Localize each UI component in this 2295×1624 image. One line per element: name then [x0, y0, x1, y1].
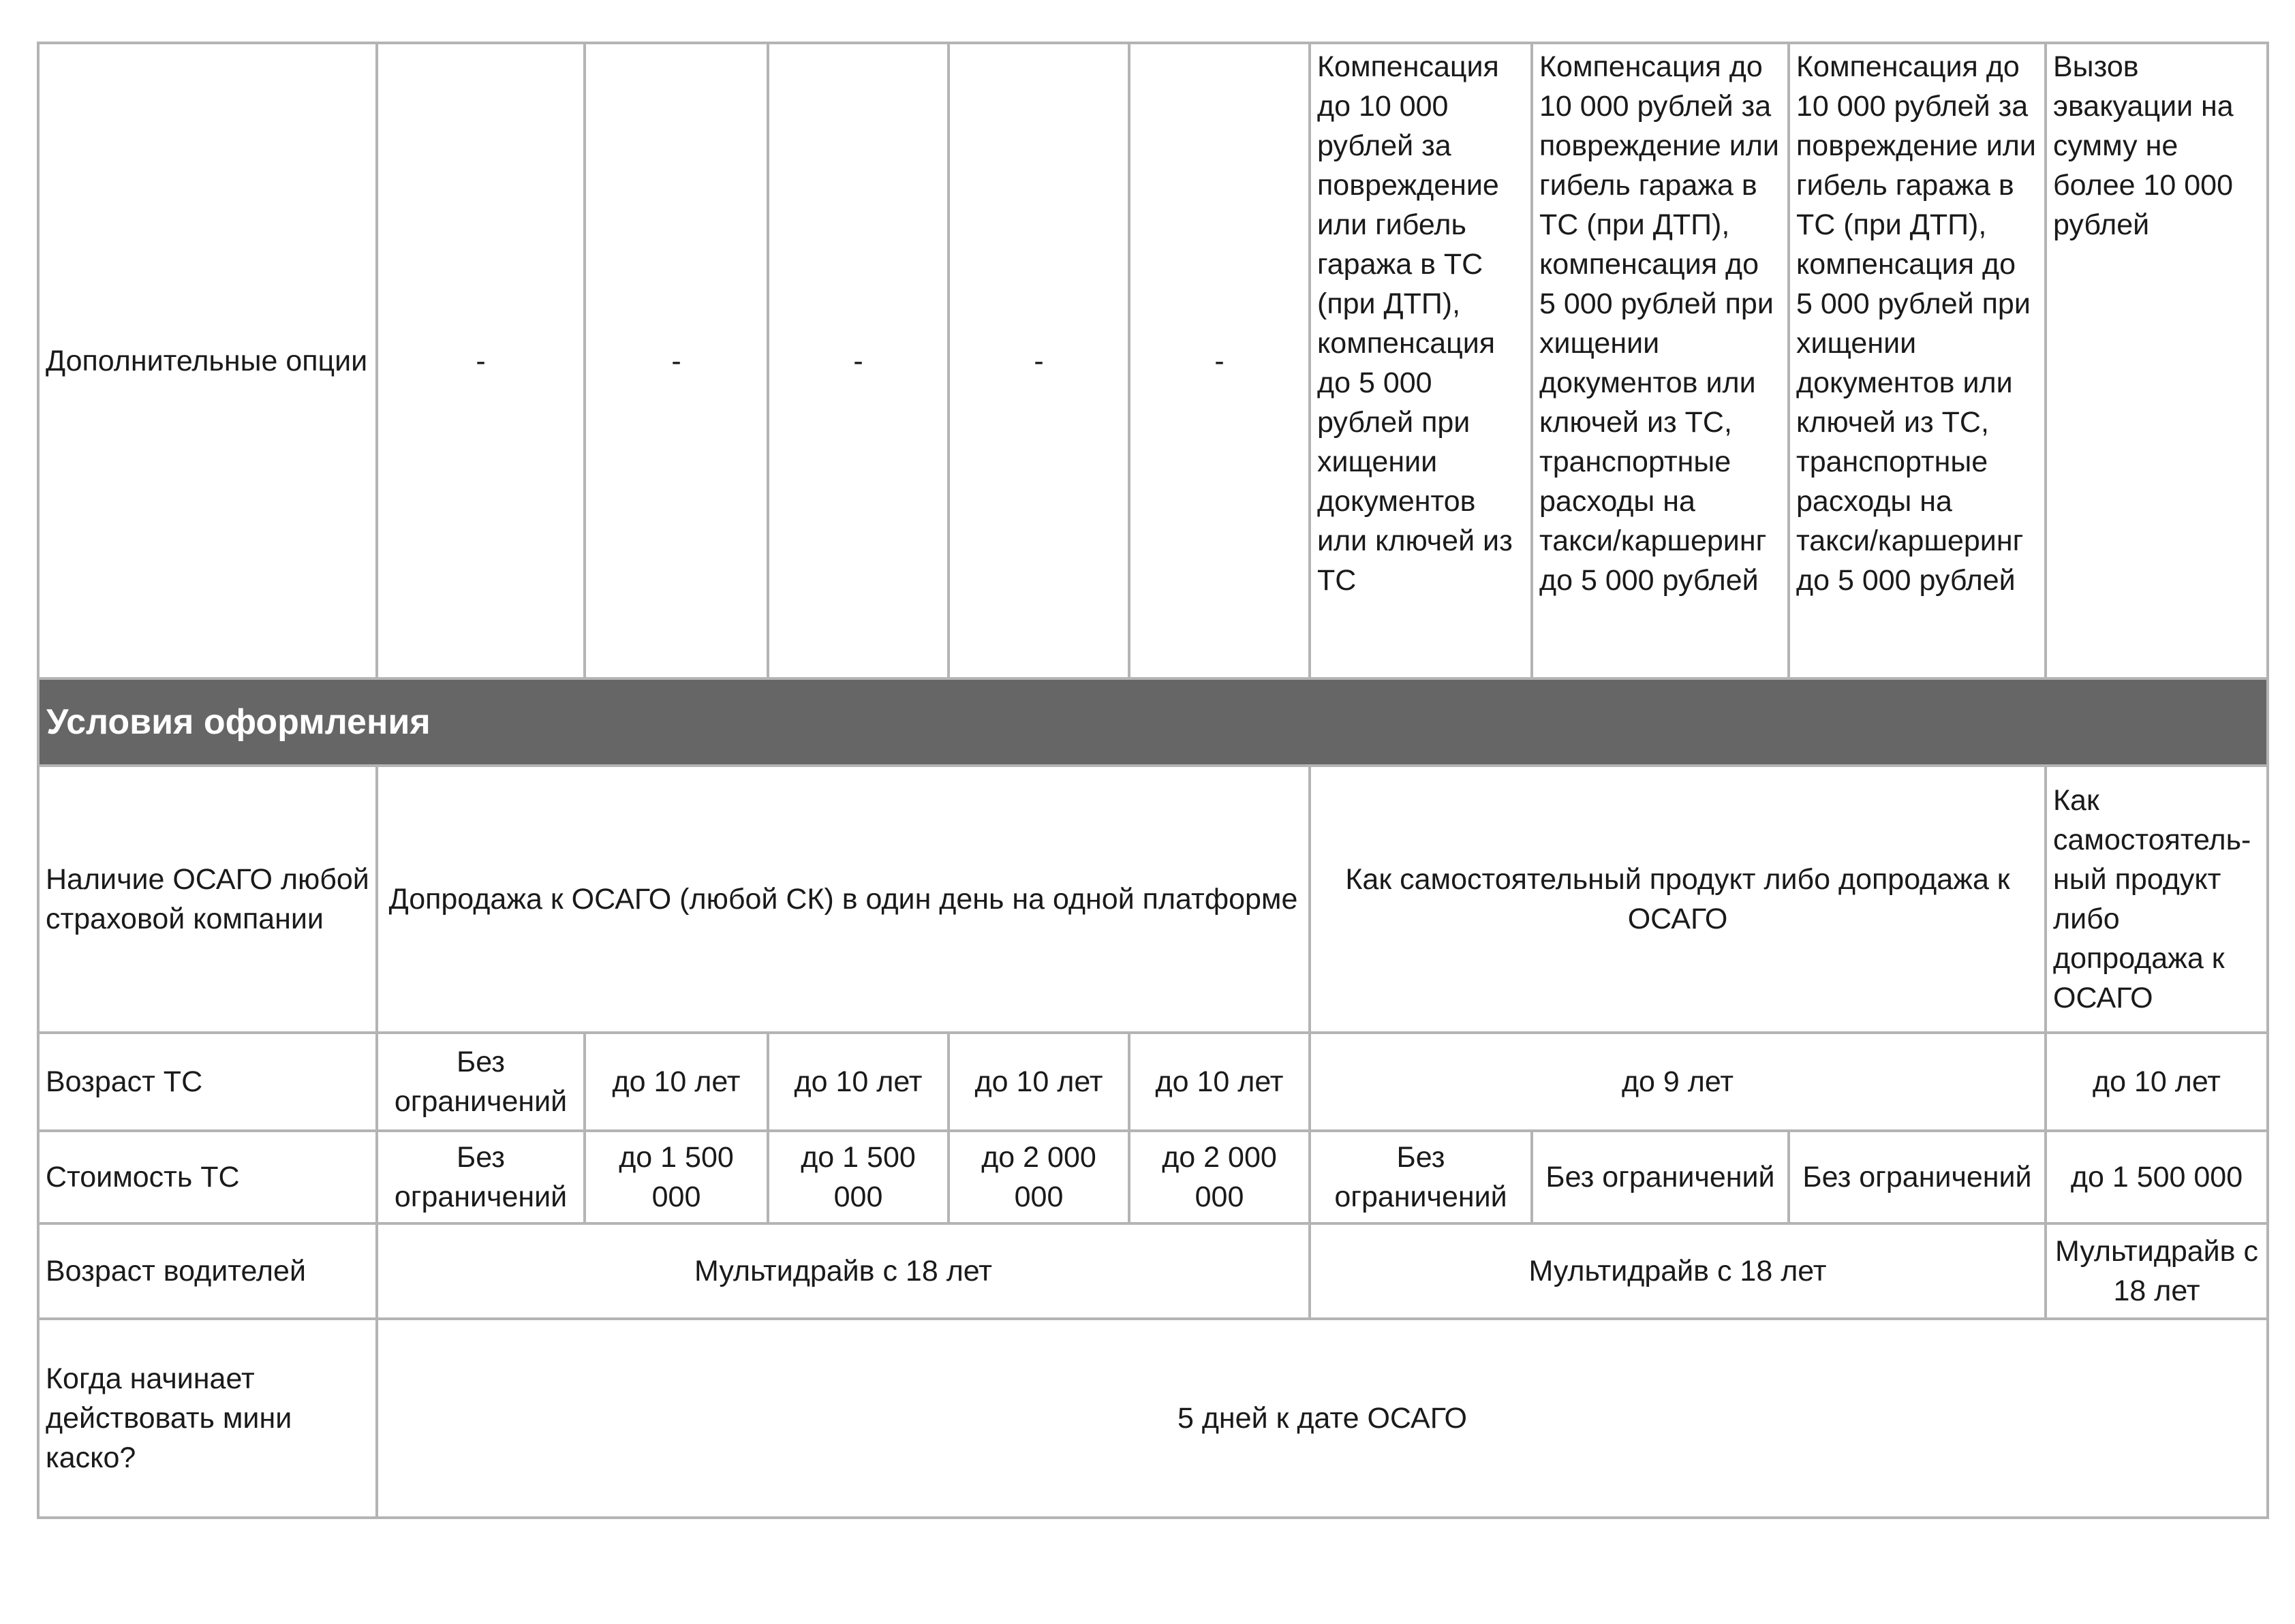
- cell-driver-age-group3: Мультидрайв с 18 лет: [2046, 1223, 2268, 1319]
- row-start: [38, 1319, 2268, 1518]
- cell-osago-group3: Как самостоятельный продукт либо допродажа к ОСАГО: [2046, 766, 2268, 1033]
- section-title: Условия оформления: [38, 678, 2268, 766]
- cell-dash: -: [377, 43, 585, 678]
- cell-driver-age-group1: Мультидрайв с 18 лет: [377, 1223, 1310, 1319]
- cell-options-col8: Компенсация до 10 000 рублей за повреждение или гибель гаража в ТС (при ДТП), компенсация до 5 000 рублей при хищении документов или ключей из ТС, транспортные расходы на такси/каршеринг до 5 000 рублей: [1532, 43, 1789, 678]
- cell-dash: -: [585, 43, 768, 678]
- label-vehicle-cost: Стоимость ТС: [38, 1131, 377, 1223]
- cell-vehicle-age: до 10 лет: [768, 1033, 949, 1131]
- cell-dash: -: [949, 43, 1129, 678]
- conditions-table: [37, 42, 2269, 1519]
- cell-osago-group1: Допродажа к ОСАГО (любой СК) в один день на одной платформе: [377, 766, 1310, 1033]
- cell-vehicle-cost: до 1 500 000: [768, 1131, 949, 1223]
- label-vehicle-age: Возраст ТС: [38, 1033, 377, 1131]
- row-osago: [38, 766, 2268, 1033]
- cell-options-col7: Компенсация до 10 000 рублей за повреждение или гибель гаража в ТС (при ДТП), компенсация до 5 000 рублей при хищении документов или ключей из ТС: [1310, 43, 1532, 678]
- cell-options-col10: Вызов эвакуации на сумму не более 10 000 рублей: [2046, 43, 2268, 678]
- cell-vehicle-age-group: до 9 лет: [1310, 1033, 2046, 1131]
- label-additional-options: Дополнительные опции: [38, 43, 377, 678]
- cell-vehicle-age: Без ограничений: [377, 1033, 585, 1131]
- label-driver-age: Возраст водителей: [38, 1223, 377, 1319]
- cell-vehicle-cost: до 2 000 000: [1129, 1131, 1310, 1223]
- row-driver-age: [38, 1223, 2268, 1319]
- cell-vehicle-cost: Без ограничений: [1310, 1131, 1532, 1223]
- cell-vehicle-cost: Без ограничений: [1789, 1131, 2046, 1223]
- cell-vehicle-age: до 10 лет: [949, 1033, 1129, 1131]
- row-vehicle-age: [38, 1033, 2268, 1131]
- cell-vehicle-cost: до 1 500 000: [2046, 1131, 2268, 1223]
- cell-vehicle-age: до 10 лет: [2046, 1033, 2268, 1131]
- cell-vehicle-age: до 10 лет: [585, 1033, 768, 1131]
- cell-dash: -: [768, 43, 949, 678]
- cell-driver-age-group2: Мультидрайв с 18 лет: [1310, 1223, 2046, 1319]
- label-start: Когда начинает действовать мини каско?: [38, 1319, 377, 1518]
- cell-vehicle-cost: до 2 000 000: [949, 1131, 1129, 1223]
- cell-options-col9: Компенсация до 10 000 рублей за повреждение или гибель гаража в ТС (при ДТП), компенсация до 5 000 рублей при хищении документов или ключей из ТС, транспортные расходы на такси/каршеринг до 5 000 рублей: [1789, 43, 2046, 678]
- cell-dash: -: [1129, 43, 1310, 678]
- label-osago: Наличие ОСАГО любой страховой компании: [38, 766, 377, 1033]
- cell-start-value: 5 дней к дате ОСАГО: [377, 1319, 2268, 1518]
- cell-vehicle-cost: Без ограничений: [1532, 1131, 1789, 1223]
- row-additional-options: [38, 43, 2268, 678]
- cell-vehicle-cost: до 1 500 000: [585, 1131, 768, 1223]
- row-vehicle-cost: [38, 1131, 2268, 1223]
- cell-vehicle-cost: Без ограничений: [377, 1131, 585, 1223]
- cell-osago-group2: Как самостоятельный продукт либо допродажа к ОСАГО: [1310, 766, 2046, 1033]
- row-section-header: [38, 678, 2268, 766]
- cell-vehicle-age: до 10 лет: [1129, 1033, 1310, 1131]
